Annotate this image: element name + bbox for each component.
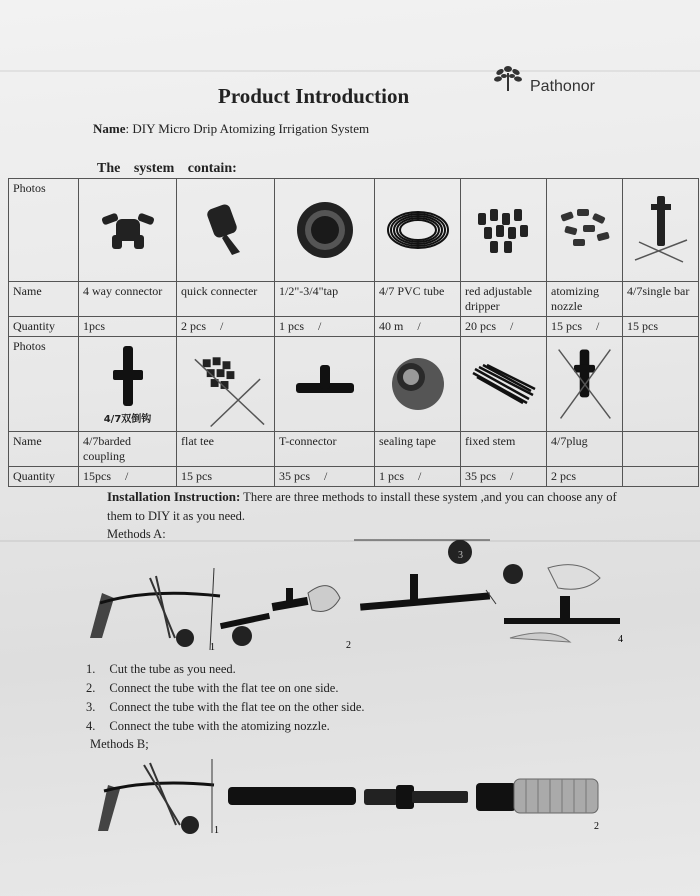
part-name: flat tee (177, 432, 275, 467)
part-name: 4/7barded coupling (79, 432, 177, 467)
row-header-quantity: Quantity (9, 317, 79, 337)
photo-caption: 4/7双倒钩 (103, 413, 152, 425)
part-quantity: 1pcs (79, 317, 177, 337)
step-item (86, 660, 365, 679)
figure-number: 4 (618, 634, 623, 645)
names-row-2 (9, 432, 699, 467)
photo-cell (461, 337, 547, 432)
part-name: quick connecter (177, 282, 275, 317)
photos-row-1 (9, 179, 699, 282)
method-a-label: Methods A: (107, 527, 166, 541)
part-name: 1/2"-3/4"tap (275, 282, 375, 317)
tree-icon (490, 63, 526, 93)
installation-text: There are three methods to install these system ,and you can choose any of them to DIY it as you need. (107, 490, 617, 523)
check-mark: / (125, 469, 129, 483)
photo-cell (275, 337, 375, 432)
product-name-line (93, 121, 369, 137)
photo-cell (623, 179, 699, 282)
method-b-label: Methods B; (90, 737, 149, 751)
part-name: sealing tape (375, 432, 461, 467)
method-a-illustration (80, 538, 700, 653)
check-mark: / (510, 319, 514, 333)
coupling-illustration (364, 785, 468, 809)
atomizing-nozzle-illustration (476, 779, 598, 813)
step-text: Connect the tube with the flat tee on one side. (109, 681, 339, 695)
photo-cell (177, 337, 275, 432)
part-quantity-cell (275, 467, 375, 487)
dripper-pile-photo (472, 203, 536, 257)
part-name: atomizing nozzle (547, 282, 623, 317)
method-b-illustration (90, 755, 610, 835)
barbed-coupling-photo (103, 344, 153, 408)
part-name: red adjustable dripper (461, 282, 547, 317)
nozzle-attach-illustration (503, 564, 620, 642)
row-header-name: Name (9, 432, 79, 467)
part-quantity: 15 pcs (551, 319, 582, 333)
part-quantity: 15 pcs (177, 467, 275, 487)
flat-tee-connect-illustration (220, 586, 340, 646)
photo-cell (375, 337, 461, 432)
plug-photo (551, 344, 618, 424)
step-text: Connect the tube with the flat tee on the other side. (109, 700, 365, 714)
brand-logo (490, 60, 595, 96)
paper-fold-line (0, 70, 700, 72)
part-quantity: 15pcs (83, 469, 111, 483)
part-name: 4/7 PVC tube (375, 282, 461, 317)
part-quantity (623, 467, 699, 487)
figure-number: 3 (458, 550, 463, 561)
product-name: : DIY Micro Drip Atomizing Irrigation System (125, 121, 370, 136)
part-quantity: 1 pcs (279, 319, 304, 333)
brand-name: Pathonor (530, 78, 595, 95)
check-mark: / (418, 469, 422, 483)
photo-cell-empty (623, 337, 699, 432)
check-mark: / (318, 319, 322, 333)
quick-connector-photo (196, 200, 256, 260)
part-name: T-connector (275, 432, 375, 467)
part-quantity: 1 pcs (379, 469, 404, 483)
part-quantity: 2 pcs (547, 467, 623, 487)
sealing-tape-photo (383, 349, 453, 419)
part-quantity-cell (461, 467, 547, 487)
part-quantity-cell (461, 317, 547, 337)
tube-segment-illustration (228, 787, 356, 805)
part-name: fixed stem (461, 432, 547, 467)
pvc-tube-coil-photo (383, 205, 453, 255)
name-label: Name (93, 121, 126, 136)
quantity-row-1 (9, 317, 699, 337)
step-number: 3. (86, 700, 96, 714)
step-number: 2. (86, 681, 96, 695)
fixed-stem-photo (469, 359, 539, 409)
row-header-photos: Photos (9, 337, 79, 432)
photo-cell (275, 179, 375, 282)
part-quantity: 35 pcs (465, 469, 496, 483)
photo-cell (461, 179, 547, 282)
row-header-name: Name (9, 282, 79, 317)
check-mark: / (324, 469, 328, 483)
installation-heading: Installation Instruction: (107, 489, 241, 504)
photo-cell (79, 179, 177, 282)
step-item (86, 717, 365, 736)
part-quantity-cell (547, 317, 623, 337)
t-connector-photo (290, 359, 360, 409)
installation-instruction (107, 487, 617, 526)
scissors-cut-illustration (98, 759, 214, 834)
method-a-steps (86, 660, 365, 736)
part-name: 4 way connector (79, 282, 177, 317)
part-name: 4/7plug (547, 432, 623, 467)
step-item (86, 679, 365, 698)
contain-heading: The system contain: (97, 161, 237, 176)
check-mark: / (220, 319, 224, 333)
step-item (86, 698, 365, 717)
check-mark: / (596, 319, 600, 333)
photo-cell (547, 337, 623, 432)
photo-cell (547, 179, 623, 282)
figure-number: 1 (214, 825, 219, 835)
tap-adapter-photo (293, 198, 357, 262)
part-name (623, 432, 699, 467)
part-quantity-cell (375, 317, 461, 337)
photo-cell (79, 337, 177, 432)
step-text: Connect the tube with the atomizing nozzle. (109, 719, 330, 733)
tube-both-sides-illustration (354, 540, 496, 611)
single-bar-photo (631, 190, 691, 270)
step-text: Cut the tube as you need. (109, 662, 236, 676)
figure-number: 1 (210, 642, 215, 653)
names-row-1 (9, 282, 699, 317)
part-quantity-cell (275, 317, 375, 337)
page-title: Product Introduction (218, 84, 410, 108)
step-number: 1. (86, 662, 96, 676)
part-quantity: 20 pcs (465, 319, 496, 333)
part-name: 4/7single bar (623, 282, 699, 317)
nozzle-pile-photo (555, 205, 615, 255)
four-way-connector-photo (98, 205, 158, 255)
row-header-photos: Photos (9, 179, 79, 282)
part-quantity: 40 m (379, 319, 404, 333)
figure-number: 2 (346, 640, 351, 651)
part-quantity-cell (375, 467, 461, 487)
row-header-quantity: Quantity (9, 467, 79, 487)
part-quantity-cell (177, 317, 275, 337)
photo-cell (177, 179, 275, 282)
scissors-cut-illustration (90, 568, 220, 650)
check-mark: / (417, 319, 421, 333)
step-number: 4. (86, 719, 96, 733)
part-quantity: 2 pcs (181, 319, 206, 333)
flat-tee-pile-photo (181, 339, 270, 429)
part-quantity: 15 pcs (623, 317, 699, 337)
part-quantity: 35 pcs (279, 469, 310, 483)
photo-cell (375, 179, 461, 282)
check-mark: / (510, 469, 514, 483)
part-quantity-cell (79, 467, 177, 487)
quantity-row-2 (9, 467, 699, 487)
parts-table (8, 178, 699, 487)
figure-number: 2 (594, 821, 599, 832)
photos-row-2 (9, 337, 699, 432)
